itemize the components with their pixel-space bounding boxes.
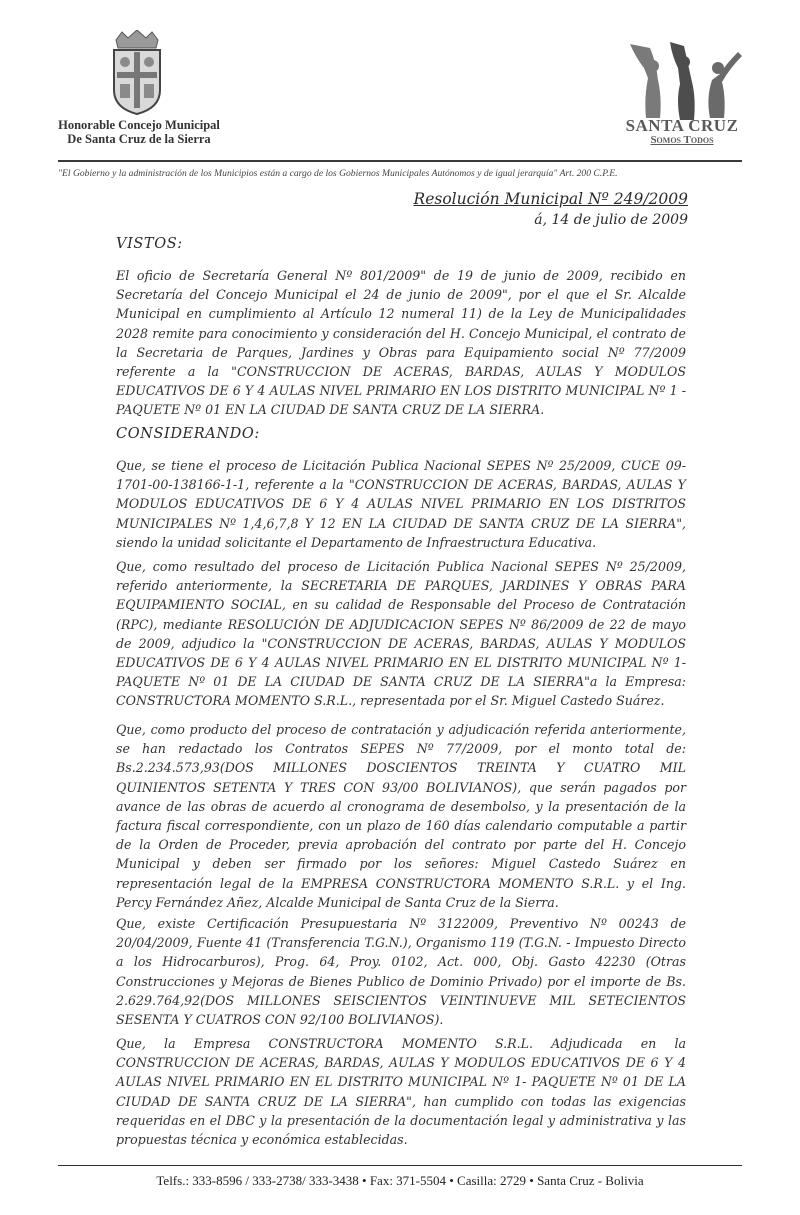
header-divider	[58, 160, 742, 162]
vistos-paragraph: El oficio de Secretaría General Nº 801/2009" de 19 de junio de 2009, recibido en Secretaría del Concejo Municipal el 24 de junio de 2009", por el que el Sr. Alcalde Municipal en cumplimiento al Artículo 12 numeral 11) de la Ley de Municipalidades 2028 remite para conocimiento y consideración del H. Concejo Municipal, el contrato de la Secretaria de Parques, Jardines y Obras para Equipamiento social Nº 77/2009 referente a la "CONSTRUCCION DE ACERAS, BARDAS, AULAS Y MODULOS EDUCATIVOS DE 6 Y 4 AULAS NIVEL PRIMARIO EN LOS DISTRITO MUNICIPAL Nº 1 - PAQUETE Nº 01 EN LA CIUDAD DE SANTA CRUZ DE LA SIERRA.	[116, 268, 686, 418]
considerando-paragraph-3: Que, como producto del proceso de contratación y adjudicación referida anteriormente, se han redactado los Contratos SEPES Nº 77/2009, por el monto total de: Bs.2.234.573,93(DOS MILLONES DOSCIENTOS TREINTA Y CUATRO MIL QUINIENTOS SETENTA Y TRES CON 93/00 BOLIVIANOS), que serán pagados por avance de las obras de acuerdo al cronograma de desembolso, y la presentación de la factura fiscal correspondiente, con un plazo de 160 días calendario computable a partir de la Orden de Proceder, previa aprobación del contrato por parte del H. Concejo Municipal y deben ser firmado por los señores: Miguel Castedo Suárez en representación legal de la EMPRESA CONSTRUCTORA MOMENTO S.R.L. y el Ing. Percy Fernández Añez, Alcalde Municipal de Santa Cruz de la Sierra.	[116, 722, 686, 910]
considerando-paragraph-1: Que, se tiene el proceso de Licitación Publica Nacional SEPES Nº 25/2009, CUCE 09-1701-00-138166-1-1, referente a la "CONSTRUCCION DE ACERAS, BARDAS, AULAS Y MODULOS EDUCATIVOS DE 6 Y 4 AULAS NIVEL PRIMARIO EN LOS DISTRITOS MUNICIPALES Nº 1,4,6,7,8 Y 12 EN LA CIUDAD DE SANTA CRUZ DE LA SIERRA", siendo la unidad solicitante el Departamento de Infraestructura Educativa.	[116, 458, 686, 550]
council-name-line1: Honorable Concejo Municipal	[58, 118, 220, 132]
constitution-quote: "El Gobierno y la administración de los Municipios están a cargo de los Gobiernos Municipales Autónomos y de igual jerarquía" Art. 200 C.P.E.	[58, 168, 618, 179]
vistos-heading: VISTOS:	[116, 236, 183, 252]
logo-subtitle: Somos Todos	[650, 134, 714, 146]
council-name	[44, 118, 234, 146]
logo-title: SANTA CRUZ	[625, 116, 739, 135]
considerando-heading: CONSIDERANDO:	[116, 426, 260, 442]
footer-contact: Telfs.: 333-8596 / 333-2738/ 333-3438 • Fax: 371-5504 • Casilla: 2729 • Santa Cruz - Bolivia	[156, 1173, 644, 1188]
resolution-title: Resolución Municipal Nº 249/2009	[413, 190, 688, 208]
resolution-date: á, 14 de julio de 2009	[534, 212, 688, 228]
council-name-line2: De Santa Cruz de la Sierra	[67, 132, 211, 146]
considerando-paragraph-4: Que, existe Certificación Presupuestaria Nº 3122009, Preventivo Nº 00243 de 20/04/2009, Fuente 41 (Transferencia T.G.N.), Organismo 119 (T.G.N. - Impuesto Directo a los Hidrocarburos), Prog. 64, Proy. 0102, Act. 000, Obj. Gasto 42230 (Otras Construcciones y Mejoras de Bienes Publico de Dominio Privado) por el importe de Bs. 2.629.764,92(DOS MILLONES SEISCIENTOS VEINTINUEVE MIL SETECIENTOS SESENTA Y CUATROS CON 92/100 BOLIVIANOS).	[116, 916, 686, 1028]
coat-of-arms-icon	[108, 30, 166, 116]
considerando-paragraph-5: Que, la Empresa CONSTRUCTORA MOMENTO S.R.L. Adjudicada en la CONSTRUCCION DE ACERAS, BARDAS, AULAS Y MODULOS EDUCATIVOS DE 6 Y 4 AULAS NIVEL PRIMARIO EN EL DISTRITO MUNICIPAL Nº 1- PAQUETE Nº 01 DE LA CIUDAD DE SANTA CRUZ DE LA SIERRA", han cumplido con todas las exigencias requeridas en el DBC y la presentación de la documentación legal y administrativa y las propuestas técnica y económica establecidas.	[116, 1036, 686, 1148]
santa-cruz-figures-logo-icon	[626, 38, 742, 122]
considerando-paragraph-2: Que, como resultado del proceso de Licitación Publica Nacional SEPES Nº 25/2009, referido anteriormente, la SECRETARIA DE PARQUES, JARDINES Y OBRAS PARA EQUIPAMIENTO SOCIAL, en su calidad de Responsable del Proceso de Contratación (RPC), mediante RESOLUCIÓN DE ADJUDICACION SEPES Nº 86/2009 de 22 de mayo de 2009, adjudico la "CONSTRUCCION DE ACERAS, BARDAS, AULAS Y MODULOS EDUCATIVOS DE 6 Y 4 AULAS NIVEL PRIMARIO EN EL DISTRITO MUNICIPAL Nº 1- PAQUETE Nº 01 DE LA CIUDAD DE SANTA CRUZ DE LA SIERRA"a la Empresa: CONSTRUCTORA MOMENTO S.R.L., representada por el Sr. Miguel Castedo Suárez.	[116, 559, 686, 709]
footer-divider	[58, 1165, 742, 1166]
